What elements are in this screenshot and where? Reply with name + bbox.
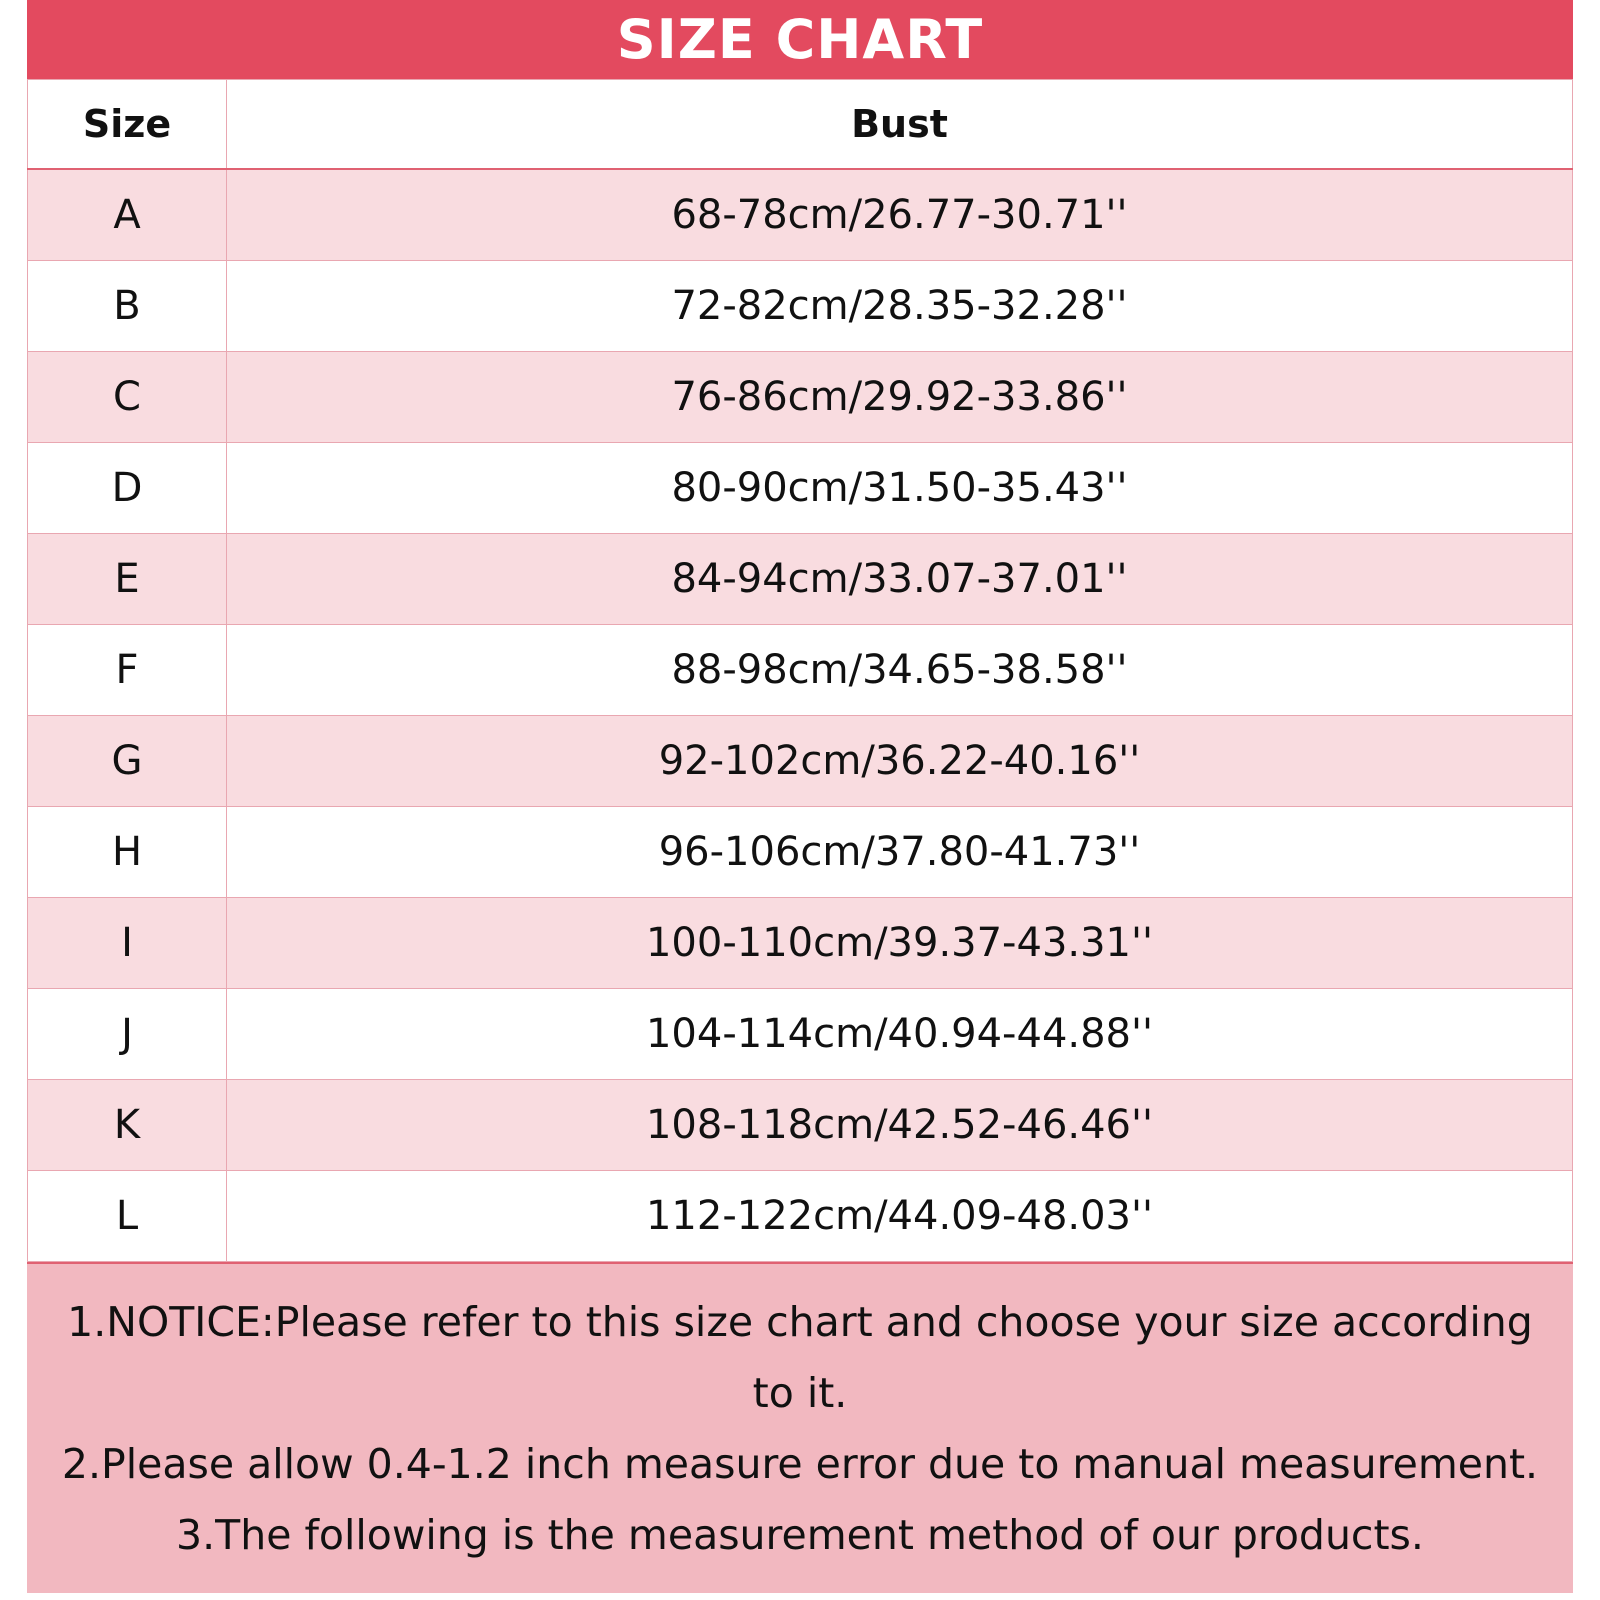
- table-row: [28, 1080, 1573, 1171]
- bust-cell: 100-110cm/39.37-43.31'': [227, 898, 1573, 989]
- header-size: Size: [28, 80, 227, 170]
- bust-cell: 108-118cm/42.52-46.46'': [227, 1080, 1573, 1171]
- table-row: [28, 261, 1573, 352]
- header-bust: Bust: [227, 80, 1573, 170]
- bust-cell: 68-78cm/26.77-30.71'': [227, 169, 1573, 261]
- note-1: 1.NOTICE:Please refer to this size chart and choose your size according to it.: [67, 1297, 1533, 1417]
- bust-cell: 84-94cm/33.07-37.01'': [227, 534, 1573, 625]
- bust-cell: 112-122cm/44.09-48.03'': [227, 1171, 1573, 1262]
- table-row: [28, 898, 1573, 989]
- note-3: 3.The following is the measurement method of our products.: [176, 1510, 1424, 1559]
- table-row: [28, 169, 1573, 261]
- size-cell: C: [28, 352, 227, 443]
- size-cell: L: [28, 1171, 227, 1262]
- size-cell: K: [28, 1080, 227, 1171]
- bust-cell: 88-98cm/34.65-38.58'': [227, 625, 1573, 716]
- table-row: [28, 625, 1573, 716]
- bust-cell: 104-114cm/40.94-44.88'': [227, 989, 1573, 1080]
- bust-cell: 80-90cm/31.50-35.43'': [227, 443, 1573, 534]
- note-2: 2.Please allow 0.4-1.2 inch measure error due to manual measurement.: [61, 1439, 1539, 1488]
- table-row: [28, 534, 1573, 625]
- table-row: [28, 352, 1573, 443]
- bust-cell: 96-106cm/37.80-41.73'': [227, 807, 1573, 898]
- table-row: [28, 716, 1573, 807]
- bust-cell: 92-102cm/36.22-40.16'': [227, 716, 1573, 807]
- table-row: [28, 807, 1573, 898]
- size-cell: J: [28, 989, 227, 1080]
- size-cell: A: [28, 169, 227, 261]
- size-chart: [27, 0, 1573, 1600]
- size-cell: H: [28, 807, 227, 898]
- size-table: [27, 79, 1573, 1262]
- size-cell: E: [28, 534, 227, 625]
- table-header-row: [28, 80, 1573, 170]
- size-cell: D: [28, 443, 227, 534]
- table-row: [28, 1171, 1573, 1262]
- table-row: [28, 989, 1573, 1080]
- bust-cell: 72-82cm/28.35-32.28'': [227, 261, 1573, 352]
- size-cell: G: [28, 716, 227, 807]
- table-row: [28, 443, 1573, 534]
- chart-title: SIZE CHART: [27, 0, 1573, 79]
- size-cell: F: [28, 625, 227, 716]
- size-cell: B: [28, 261, 227, 352]
- notes-section: [27, 1262, 1573, 1593]
- bust-cell: 76-86cm/29.92-33.86'': [227, 352, 1573, 443]
- size-cell: I: [28, 898, 227, 989]
